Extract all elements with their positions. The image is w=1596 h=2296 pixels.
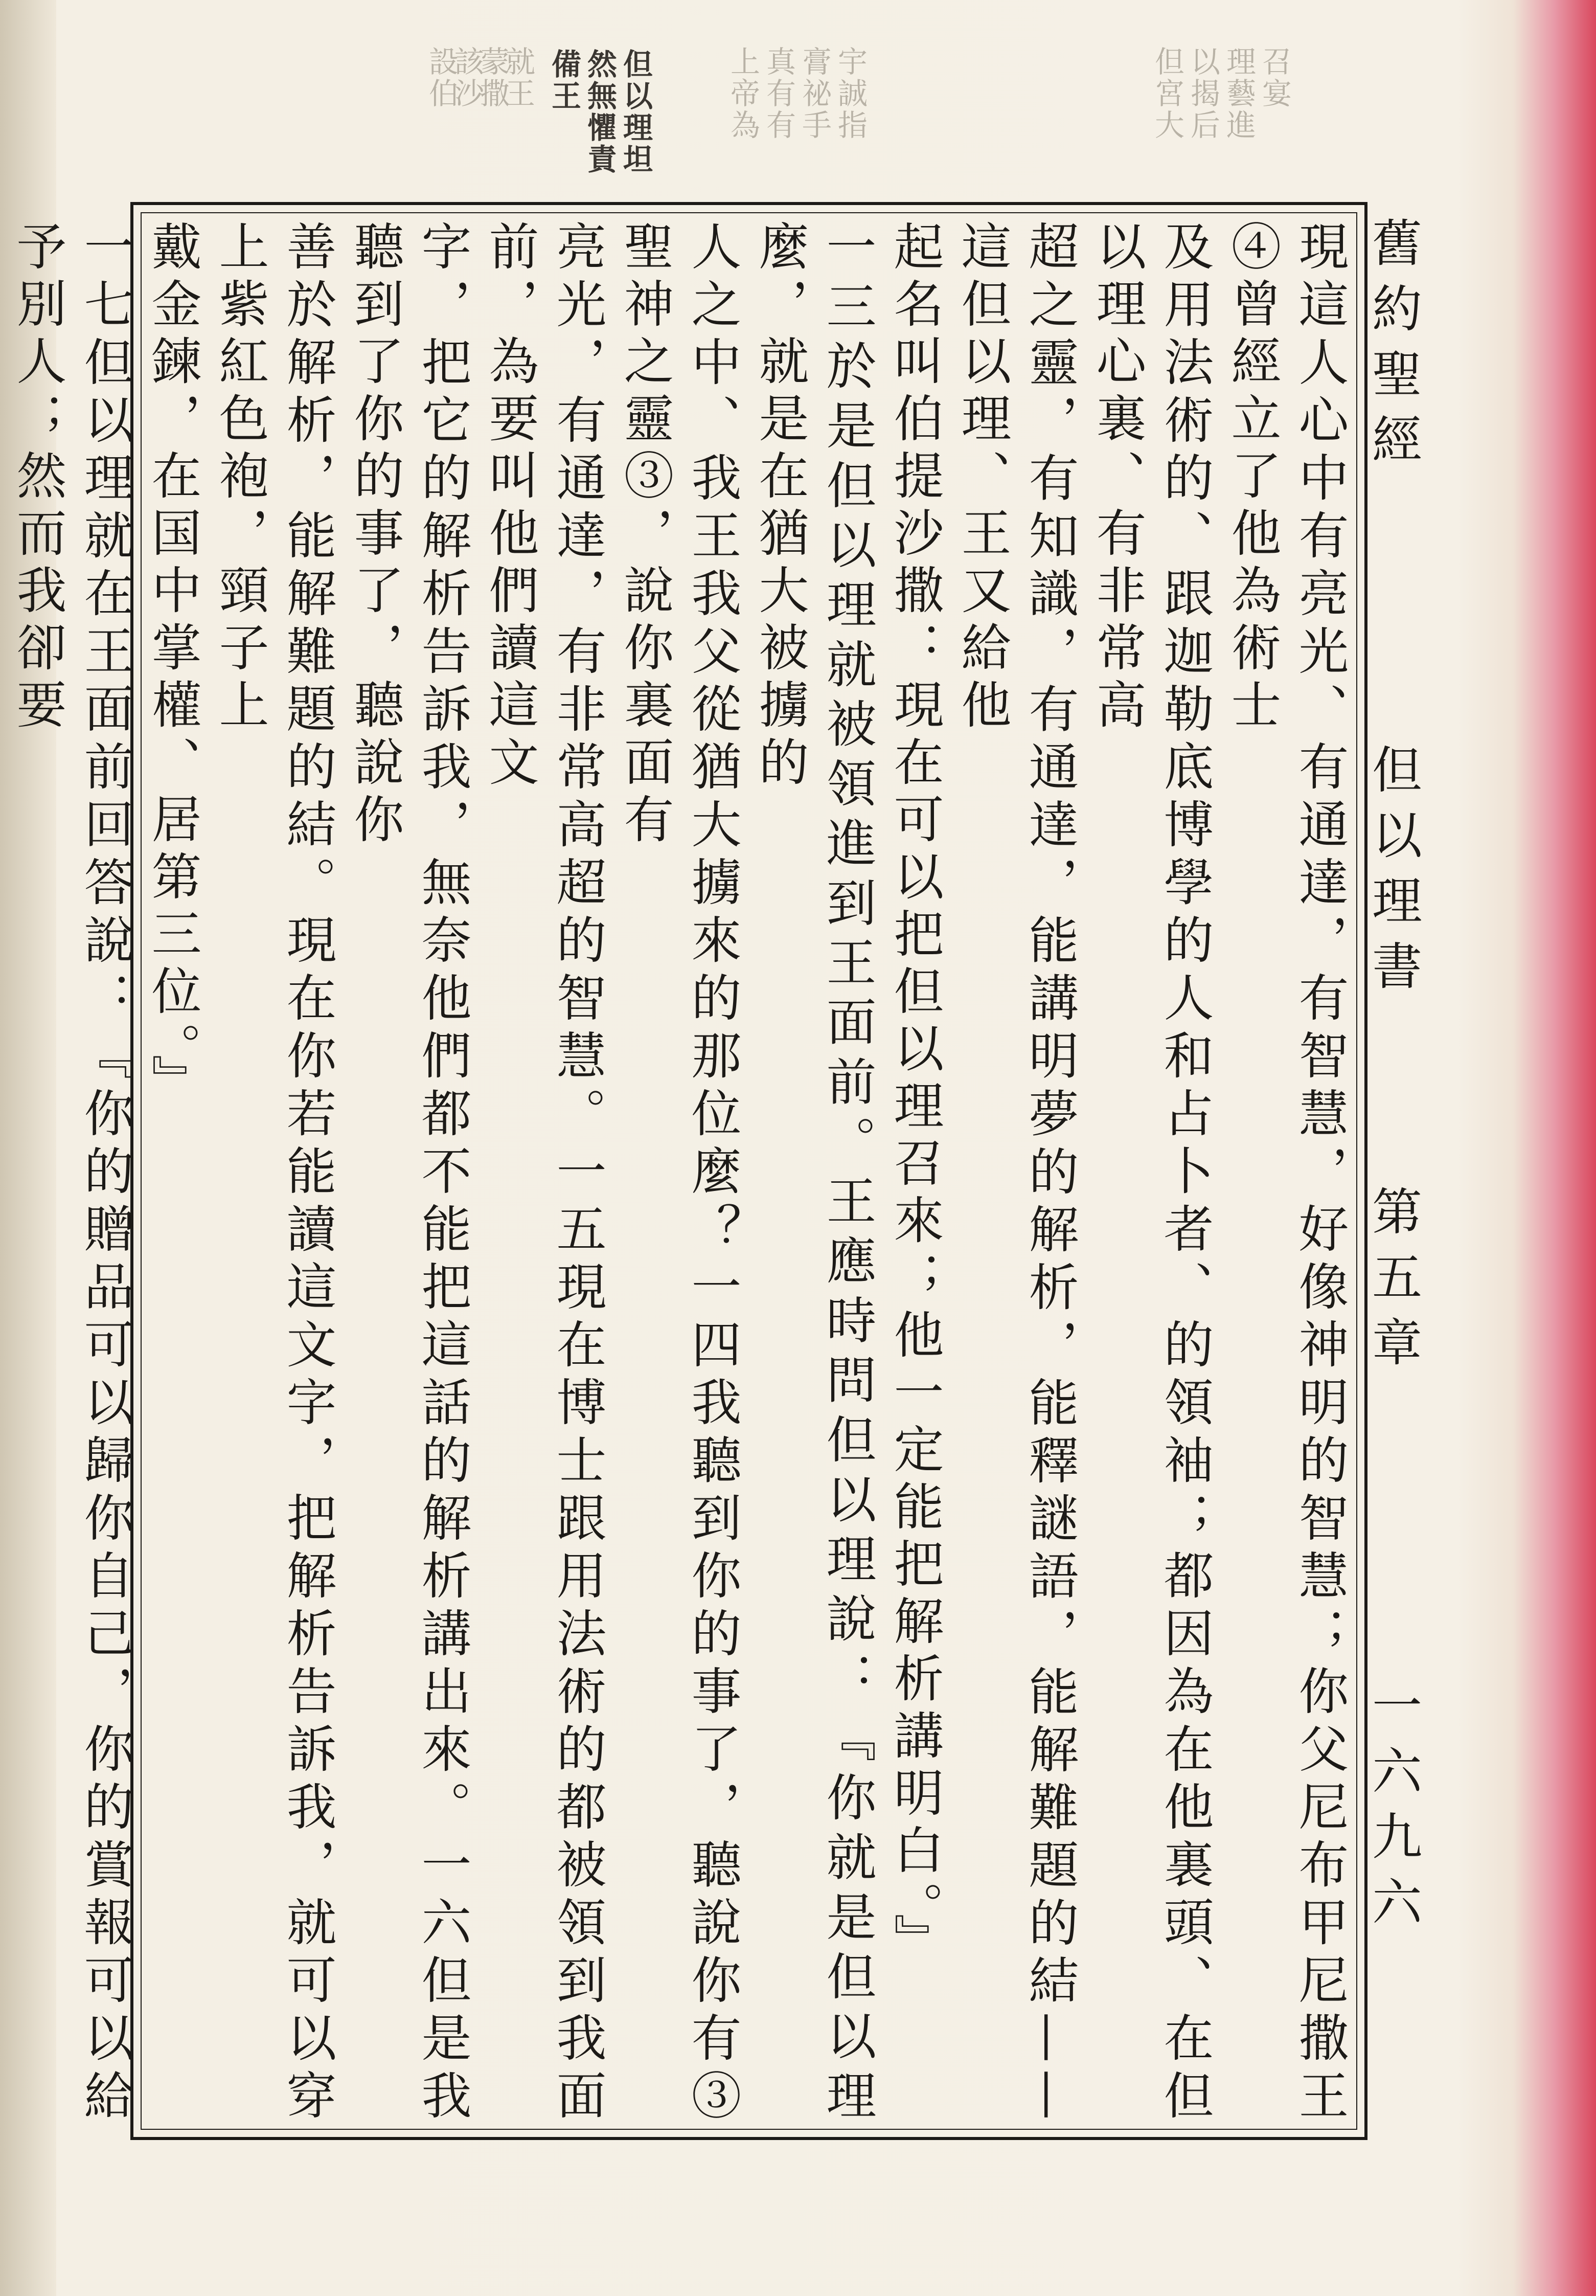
text-line: 亮光，有通達，有非常高超的智慧。一五現在博士跟用法術的都被領到我面前，為要叫他們讀這文 (481, 220, 606, 2127)
text-frame (8, 202, 1367, 2140)
text-line (0, 220, 4, 2127)
text-line: 超之靈，有知識，有通達，能講明夢的解析，能釋謎語，能解難題的結——這但以理、王又給他 (953, 220, 1079, 2127)
text-line: 人之中、我王我父從猶大擄來的那位麼？一四我聽到你的事了，聽說你有③聖神之靈③，說你裏面有 (615, 220, 741, 2127)
text-line: 善於解析，能解難題的結。現在你若能讀這文字，把解析告訴我，就可以穿上紫紅色袍，頸子上 (211, 220, 336, 2127)
text-line: 起名叫伯提沙撒：現在可以把但以理召來；他一定能把解析講明白。』 (885, 220, 944, 1971)
bleed-text: 上帝為 (725, 46, 760, 141)
text-line: 一三於是但以理就被領進到王面前。王應時問但以理說：『你就是但以理麼，就是在猶大被擄的 (750, 220, 876, 2127)
bleed-text: 該沙 (449, 46, 484, 109)
text-line: 及用法術的、跟迦勒底博學的人和占卜者、的領袖；都因為在他裏頭、在但以理心裏、有非常高 (1088, 220, 1214, 2127)
margin-heading: 然無懼責 (582, 49, 617, 175)
bleed-text: 召宴 (1257, 46, 1292, 109)
margin-heading: 備王 (546, 49, 581, 112)
text-line: 戴金鍊，在国中掌權、居第三位。』 (143, 220, 201, 1112)
bleed-text: 就王 (500, 46, 535, 109)
chapter-book: 但以理書 (1363, 744, 1422, 1005)
bleed-text: 設伯 (424, 46, 459, 109)
text-line: 一七但以理就在王面前回答說：『你的贈品可以歸你自己，你的賞報可以給予別人；然而我卻要 (8, 220, 134, 2127)
page-number: 一六九六 (1363, 1679, 1422, 1941)
bleed-text: 蒙撒 (475, 46, 510, 109)
book-title: 舊約聖經 (1363, 217, 1422, 479)
bleed-text: 膏祕手 (797, 46, 832, 141)
bleed-text: 真有有 (761, 46, 796, 141)
bleed-text: 理藝進 (1221, 46, 1256, 141)
margin-heading: 但以理坦 (618, 49, 653, 175)
text-line: 現這人心中有亮光、有通達，有智慧，好像神明的智慧；你父尼布甲尼撒王④曾經立了他為術士 (1223, 220, 1349, 2127)
bleed-text: 宇誠指 (833, 46, 868, 141)
scripture-text (8, 220, 1353, 2127)
bleed-text: 以揭后 (1185, 46, 1220, 141)
text-line: 字，把它的解析告訴我，無奈他們都不能把這話的解析講出來。一六但是我聽到了你的事了，聽說你 (346, 220, 471, 2127)
bleed-text: 但宮大 (1150, 46, 1184, 141)
chapter-number: 第五章 (1363, 1185, 1422, 1382)
